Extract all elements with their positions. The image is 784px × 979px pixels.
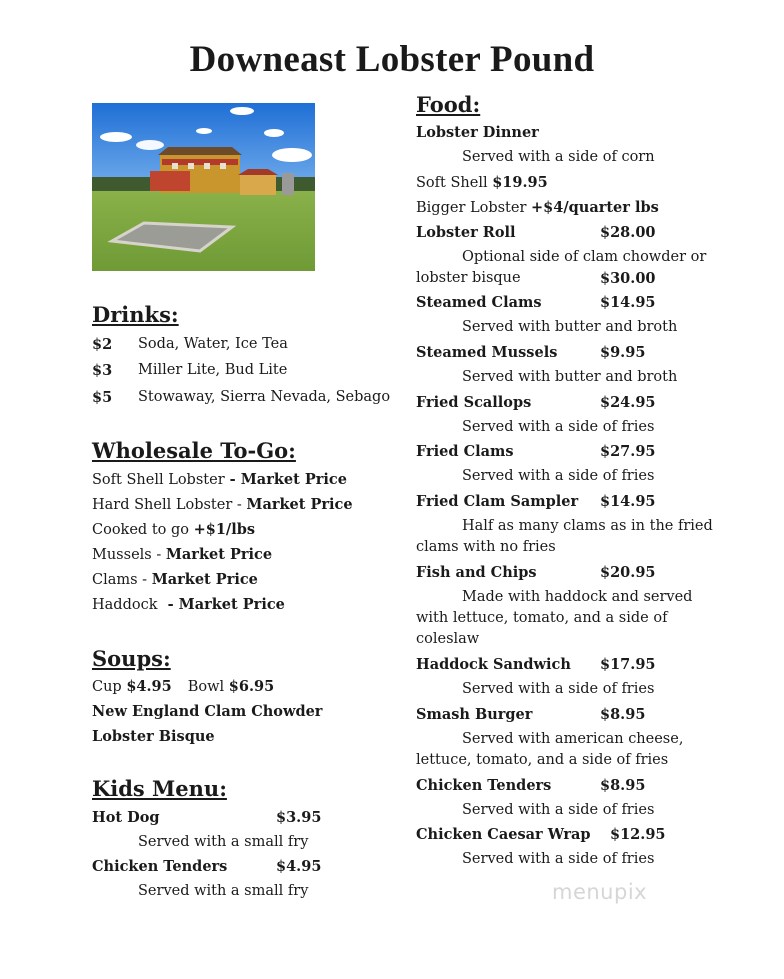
food-item-name: Chicken Caesar Wrap (416, 826, 591, 843)
drink-price-1: $2 (92, 336, 113, 353)
food-heading: Food: (416, 92, 481, 117)
food-item-desc: Served with a side of fries (462, 468, 655, 484)
wholesale-sep: - (137, 572, 152, 588)
wholesale-price: Market Price (246, 496, 353, 513)
bigger-lobster-line (416, 199, 659, 216)
restaurant-photo (92, 103, 315, 271)
wholesale-sep: - (151, 547, 166, 563)
photo-illustration (92, 103, 315, 271)
food-item-desc: lobster bisque (416, 270, 521, 286)
food-item-desc: Half as many clams as in the fried (462, 518, 713, 534)
kids-item-desc: Served with a small fry (138, 883, 309, 899)
food-item-desc: Served with a side of fries (462, 802, 655, 818)
bigger-lobster-label: Bigger Lobster (416, 200, 527, 216)
wholesale-sep: - (224, 471, 241, 488)
soup-item: New England Clam Chowder (92, 703, 323, 720)
food-item-name: Fish and Chips (416, 564, 537, 581)
drink-name-1: Soda, Water, Ice Tea (138, 336, 288, 352)
wholesale-sep: - (232, 497, 247, 513)
soup-sizes (92, 678, 274, 695)
food-item-price: $20.95 (600, 564, 656, 581)
food-item-name: Smash Burger (416, 706, 533, 723)
kids-item-price: $4.95 (276, 858, 322, 875)
food-item-desc: Served with a side of fries (462, 851, 655, 867)
wholesale-item (92, 521, 255, 538)
drink-price-3: $5 (92, 389, 113, 406)
food-item-desc: coleslaw (416, 631, 480, 647)
bigger-lobster-price: +$4/quarter lbs (531, 199, 659, 216)
food-item-name: Haddock Sandwich (416, 656, 571, 673)
food-item-price: $9.95 (600, 344, 646, 361)
food-item-price: $8.95 (600, 706, 646, 723)
food-item-price: $14.95 (600, 294, 656, 311)
wholesale-heading: Wholesale To-Go: (92, 438, 296, 463)
food-item-name: Lobster Dinner (416, 124, 539, 141)
food-item-price: $28.00 (600, 224, 656, 241)
food-item-name: Lobster Roll (416, 224, 516, 241)
wholesale-name: Mussels (92, 547, 152, 563)
food-item-price: $12.95 (610, 826, 666, 843)
wholesale-item (92, 571, 258, 588)
food-item-desc: lettuce, tomato, and a side of fries (416, 752, 669, 768)
soup-item: Lobster Bisque (92, 728, 215, 745)
food-item-desc: clams with no fries (416, 539, 556, 555)
wholesale-item (92, 471, 347, 488)
food-item-name: Steamed Clams (416, 294, 542, 311)
food-item-name: Steamed Mussels (416, 344, 558, 361)
kids-heading: Kids Menu: (92, 776, 227, 801)
wholesale-name: Cooked to go (92, 522, 189, 538)
wholesale-name: Haddock (92, 597, 158, 613)
soups-heading: Soups: (92, 646, 171, 671)
kids-item-desc: Served with a small fry (138, 834, 309, 850)
soft-shell-line (416, 174, 548, 191)
drinks-heading: Drinks: (92, 302, 179, 327)
cup-label: Cup (92, 679, 122, 695)
wholesale-price: Market Price (178, 596, 285, 613)
food-item-name: Fried Scallops (416, 394, 532, 411)
food-item-price: $17.95 (600, 656, 656, 673)
food-item-price: $30.00 (600, 270, 656, 287)
drink-price-2: $3 (92, 362, 113, 379)
drink-name-3: Stowaway, Sierra Nevada, Sebago (138, 389, 391, 405)
wholesale-price: +$1/lbs (193, 521, 256, 538)
wholesale-name: Clams (92, 572, 138, 588)
wholesale-item (92, 496, 353, 513)
food-item-desc: Served with butter and broth (462, 319, 678, 335)
watermark-logo: menupix (552, 880, 648, 904)
food-item-desc: Served with a side of corn (462, 149, 655, 165)
kids-item-name: Chicken Tenders (92, 858, 228, 875)
food-item-desc: Optional side of clam chowder or (462, 249, 707, 265)
bowl-label: Bowl (187, 679, 225, 695)
food-item-name: Fried Clam Sampler (416, 493, 579, 510)
food-item-name: Fried Clams (416, 443, 514, 460)
wholesale-price: Market Price (165, 546, 273, 563)
cup-price: $4.95 (126, 678, 172, 695)
food-item-desc: Served with a side of fries (462, 419, 655, 435)
kids-item-price: $3.95 (276, 809, 322, 826)
food-item-price: $8.95 (600, 777, 646, 794)
food-item-desc: Made with haddock and served (462, 589, 693, 605)
drink-name-2: Miller Lite, Bud Lite (138, 362, 288, 378)
food-item-price: $14.95 (600, 493, 656, 510)
wholesale-item (92, 546, 272, 563)
wholesale-name: Hard Shell Lobster (92, 497, 233, 513)
wholesale-price: Market Price (151, 571, 258, 588)
wholesale-price: Market Price (240, 471, 347, 488)
kids-item-name: Hot Dog (92, 809, 160, 826)
wholesale-sep: - (157, 596, 179, 613)
food-item-name: Chicken Tenders (416, 777, 552, 794)
food-item-desc: with lettuce, tomato, and a side of (416, 610, 668, 626)
wholesale-name: Soft Shell Lobster (92, 472, 225, 488)
wholesale-item (92, 596, 285, 613)
bowl-price: $6.95 (228, 678, 275, 695)
soft-shell-label: Soft Shell (416, 175, 488, 191)
food-item-price: $27.95 (600, 443, 656, 460)
food-item-desc: Served with a side of fries (462, 681, 655, 697)
food-item-price: $24.95 (600, 394, 656, 411)
food-item-desc: Served with american cheese, (462, 731, 684, 747)
soft-shell-price: $19.95 (492, 174, 548, 191)
food-item-desc: Served with butter and broth (462, 369, 678, 385)
menu-title: Downeast Lobster Pound (189, 39, 595, 80)
